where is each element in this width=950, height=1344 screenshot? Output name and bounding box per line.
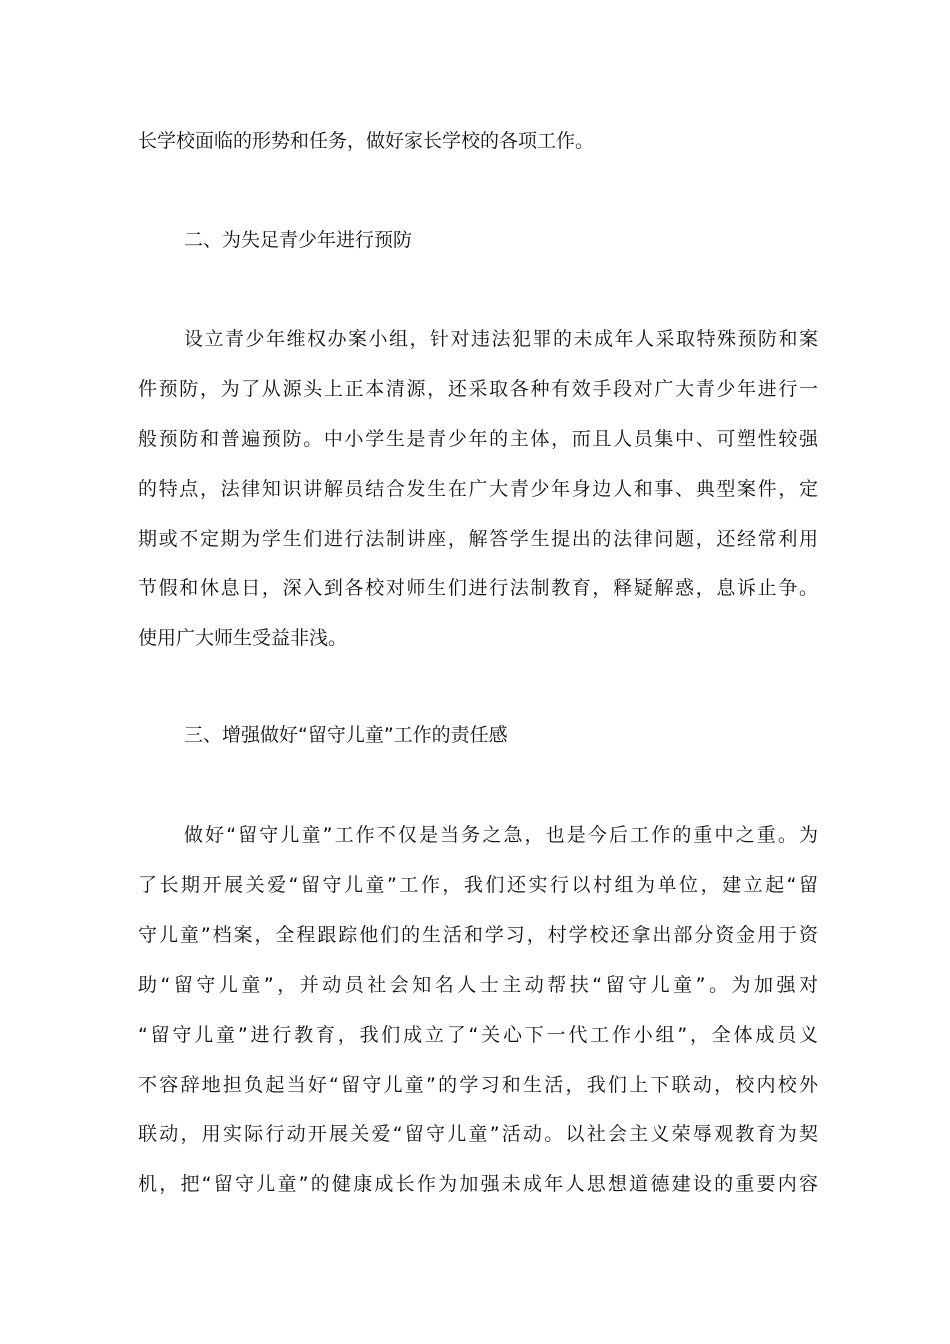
intro-line: 长学校面临的形势和任务，做好家长学校的各项工作。 (138, 130, 595, 152)
paragraph-line: 设立青少年维权办案小组，针对违法犯罪的未成年人采取特殊预防和案 (184, 328, 818, 350)
paragraph-line: 般预防和普遍预防。中小学生是青少年的主体，而且人员集中、可塑性较强 (138, 428, 818, 450)
section-2-heading: 二、为失足青少年进行预防 (184, 229, 413, 251)
paragraph-line: 做好“留守儿童”工作不仅是当务之急，也是今后工作的重中之重。为 (184, 824, 818, 846)
paragraph-line: 节假和休息日，深入到各校对师生们进行法制教育，释疑解惑，息诉止争。 (138, 577, 818, 599)
paragraph-line: 了长期开展关爱“留守儿童”工作，我们还实行以村组为单位，建立起“留 (138, 874, 818, 896)
paragraph-line: 联动，用实际行动开展关爱“留守儿童”活动。以社会主义荣辱观教育为契 (138, 1123, 818, 1145)
paragraph-line: 使用广大师生受益非浅。 (138, 627, 348, 649)
paragraph-line: 期或不定期为学生们进行法制讲座，解答学生提出的法律问题，还经常利用 (138, 528, 818, 550)
section-3-heading: 三、增强做好“留守儿童”工作的责任感 (184, 724, 508, 746)
paragraph-line: 不容辞地担负起当好“留守儿童”的学习和生活，我们上下联动，校内校外 (138, 1074, 818, 1096)
paragraph-line: 机，把“留守儿童”的健康成长作为加强未成年人思想道德建设的重要内容 (138, 1173, 818, 1195)
paragraph-line: “留守儿童”进行教育，我们成立了“关心下一代工作小组”，全体成员义 (138, 1024, 818, 1046)
paragraph-line: 助“留守儿童”，并动员社会知名人士主动帮扶“留守儿童”。为加强对 (138, 974, 818, 996)
paragraph-line: 的特点，法律知识讲解员结合发生在广大青少年身边人和事、典型案件，定 (138, 478, 818, 500)
paragraph-line: 件预防，为了从源头上正本清源，还采取各种有效手段对广大青少年进行一 (138, 378, 818, 400)
paragraph-line: 守儿童”档案，全程跟踪他们的生活和学习，村学校还拿出部分资金用于资 (138, 924, 818, 946)
